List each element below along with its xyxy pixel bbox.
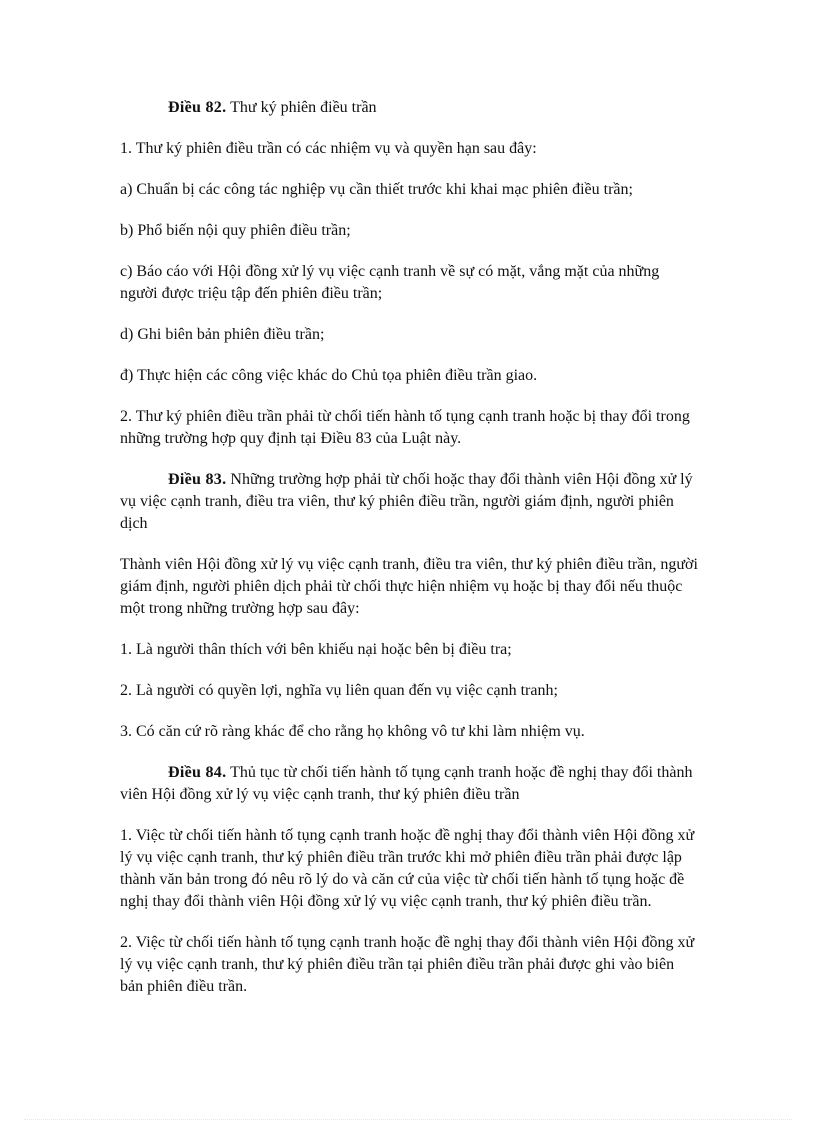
article-83-item-1: 1. Là người thân thích với bên khiếu nại hoặc bên bị điều tra; <box>120 641 512 658</box>
article-82-paragraph-2: 2. Thư ký phiên điều trần phải từ chối tiến hành tố tụng cạnh tranh hoặc bị thay đổi trong những trường hợp quy định tại Điều 83 của Luật này. <box>120 408 690 447</box>
article-82-item-d: d) Ghi biên bản phiên điều trần; <box>120 326 325 343</box>
document-body <box>120 97 700 1017</box>
page-bottom-rule <box>24 1119 792 1120</box>
article-82-label: Điều 82. <box>168 99 227 116</box>
article-84-paragraph-1: 1. Việc từ chối tiến hành tố tụng cạnh tranh hoặc đề nghị thay đổi thành viên Hội đồng xử lý vụ việc cạnh tranh, thư ký phiên điều trần trước khi mở phiên điều trần phải được lập thành văn bản trong đó nêu rõ lý do và căn cứ của việc từ chối tiến hành tố tụng hoặc đề nghị thay đổi thành viên Hội đồng xử lý vụ việc cạnh tranh, thư ký phiên điều trần. <box>120 827 695 910</box>
article-83-intro: Thành viên Hội đồng xử lý vụ việc cạnh tranh, điều tra viên, thư ký phiên điều trần, người giám định, người phiên dịch phải từ chối thực hiện nhiệm vụ hoặc bị thay đổi nếu thuộc một trong những trường hợp sau đây: <box>120 556 698 617</box>
article-83-label: Điều 83. <box>168 471 227 488</box>
article-83-title: Những trường hợp phải từ chối hoặc thay đổi thành viên Hội đồng xử lý vụ việc cạnh tranh, điều tra viên, thư ký phiên điều trần, người giám định, người phiên dịch <box>120 471 693 532</box>
article-82-item-dd: đ) Thực hiện các công việc khác do Chủ tọa phiên điều trần giao. <box>120 367 538 384</box>
article-84-title: Thủ tục từ chối tiến hành tố tụng cạnh tranh hoặc đề nghị thay đổi thành viên Hội đồng xử lý vụ việc cạnh tranh, thư ký phiên điều trần <box>120 764 693 803</box>
article-84-label: Điều 84. <box>168 764 227 781</box>
article-83-item-2: 2. Là người có quyền lợi, nghĩa vụ liên quan đến vụ việc cạnh tranh; <box>120 682 558 699</box>
article-82-paragraph-1: 1. Thư ký phiên điều trần có các nhiệm vụ và quyền hạn sau đây: <box>120 140 537 157</box>
article-82-item-b: b) Phổ biến nội quy phiên điều trần; <box>120 222 351 239</box>
article-82-item-c: c) Báo cáo với Hội đồng xử lý vụ việc cạnh tranh về sự có mặt, vắng mặt của những người được triệu tập đến phiên điều trần; <box>120 263 660 302</box>
article-82-heading <box>120 97 700 119</box>
article-83-heading <box>120 469 700 535</box>
article-83-item-3: 3. Có căn cứ rõ ràng khác để cho rằng họ không vô tư khi làm nhiệm vụ. <box>120 723 585 740</box>
article-82-item-a: a) Chuẩn bị các công tác nghiệp vụ cần thiết trước khi khai mạc phiên điều trần; <box>120 181 633 198</box>
article-84-paragraph-2: 2. Việc từ chối tiến hành tố tụng cạnh tranh hoặc đề nghị thay đổi thành viên Hội đồng xử lý vụ việc cạnh tranh, thư ký phiên điều trần tại phiên điều trần phải được ghi vào biên bản phiên điều trần. <box>120 934 695 995</box>
article-84-heading <box>120 762 700 806</box>
article-82-title: Thư ký phiên điều trần <box>230 99 377 116</box>
